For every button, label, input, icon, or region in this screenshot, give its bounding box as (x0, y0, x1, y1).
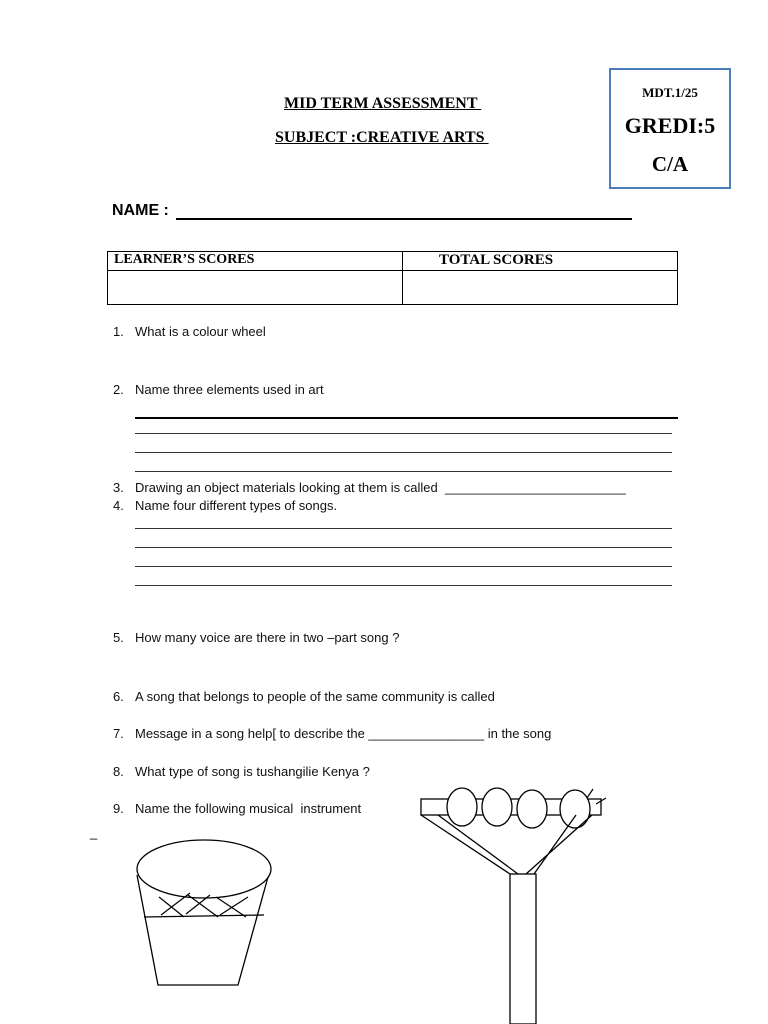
question-text: Drawing an object materials looking at them is called _________________________ (135, 480, 626, 495)
question-number: 3. (113, 480, 124, 495)
subject-code: C/A (651, 152, 689, 176)
question-number: 8. (113, 764, 124, 779)
question-text: Name three elements used in art (135, 382, 324, 397)
stray-mark: _ (90, 825, 98, 840)
question-text: A song that belongs to people of the same community is called (135, 689, 495, 704)
answer-line[interactable] (135, 585, 672, 586)
question-number: 4. (113, 498, 124, 513)
question-text: What is a colour wheel (135, 324, 266, 339)
answer-line[interactable] (135, 528, 672, 529)
assessment-code-box (609, 68, 731, 189)
answer-line[interactable] (135, 417, 678, 419)
name-label: NAME : (112, 202, 169, 219)
answer-line[interactable] (135, 547, 672, 548)
subject-title: SUBJECT :CREATIVE ARTS (275, 129, 489, 146)
question-text: Message in a song help[ to describe the ________________ in the song (135, 726, 552, 741)
total-scores-header: TOTAL SCORES (403, 252, 678, 271)
learner-scores-header: LEARNER’S SCORES (108, 252, 403, 271)
question-number: 7. (113, 726, 124, 741)
answer-line[interactable] (135, 452, 672, 453)
scores-table (107, 251, 678, 305)
drum-icon (128, 835, 278, 995)
question-number: 2. (113, 382, 124, 397)
grade-label: GREDI:5 (624, 113, 716, 138)
question-text: What type of song is tushangilie Kenya ? (135, 764, 370, 779)
question-text: Name four different types of songs. (135, 498, 338, 513)
question-number: 6. (113, 689, 124, 704)
answer-line[interactable] (135, 433, 672, 434)
page-title: MID TERM ASSESSMENT (284, 95, 482, 112)
total-scores-cell[interactable] (403, 271, 678, 305)
answer-line[interactable] (135, 566, 672, 567)
musical-instrument-icon (412, 784, 612, 1024)
question-number: 5. (113, 630, 124, 645)
learner-scores-cell[interactable] (108, 271, 403, 305)
question-number: 9. (113, 801, 124, 816)
answer-line[interactable] (135, 471, 672, 472)
question-number: 1. (113, 324, 124, 339)
question-text: Name the following musical instrument (135, 801, 362, 816)
name-input-line[interactable] (176, 218, 632, 220)
assessment-code: MDT.1/25 (642, 85, 698, 100)
question-text: How many voice are there in two –part song ? (135, 630, 400, 645)
